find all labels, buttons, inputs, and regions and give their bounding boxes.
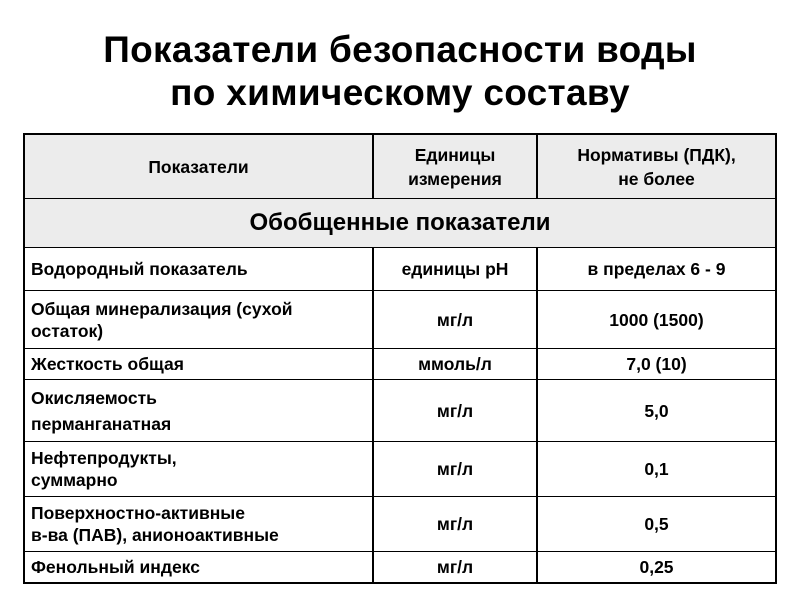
table-row [24,380,776,442]
table-row [24,497,776,552]
row-indicator: Фенольный индекс [24,552,373,583]
row-norm: 1000 (1500) [537,291,776,349]
row-indicator: Поверхностно-активные в-ва (ПАВ), анионоактивные [24,497,373,552]
row-norm: 5,0 [537,380,776,442]
row-unit: мг/л [373,442,537,497]
table-row [24,442,776,497]
row-indicator: Окисляемость перманганатная [24,380,373,442]
water-safety-table [23,133,777,584]
row-norm: 0,25 [537,552,776,583]
row-unit: мг/л [373,552,537,583]
row-unit: мг/л [373,380,537,442]
table-row [24,291,776,349]
section-title: Обобщенные показатели [24,199,776,248]
header-indicator: Показатели [24,134,373,199]
section-row [24,199,776,248]
table-row [24,552,776,583]
header-unit: Единицы измерения [373,134,537,199]
row-unit: мг/л [373,497,537,552]
table-header-row [24,134,776,199]
page-title-line-1: Показатели безопасности воды [103,29,697,70]
header-norm: Нормативы (ПДК), не более [537,134,776,199]
row-norm: в пределах 6 - 9 [537,248,776,291]
row-indicator: Жесткость общая [24,349,373,380]
table-row [24,349,776,380]
row-indicator: Общая минерализация (сухой остаток) [24,291,373,349]
row-indicator: Водородный показатель [24,248,373,291]
page-title-line-2: по химическому составу [170,72,630,113]
row-unit: ммоль/л [373,349,537,380]
page-title [0,28,800,114]
row-indicator: Нефтепродукты, суммарно [24,442,373,497]
row-unit: единицы pH [373,248,537,291]
row-unit: мг/л [373,291,537,349]
table-row [24,248,776,291]
row-norm: 7,0 (10) [537,349,776,380]
row-norm: 0,1 [537,442,776,497]
row-norm: 0,5 [537,497,776,552]
